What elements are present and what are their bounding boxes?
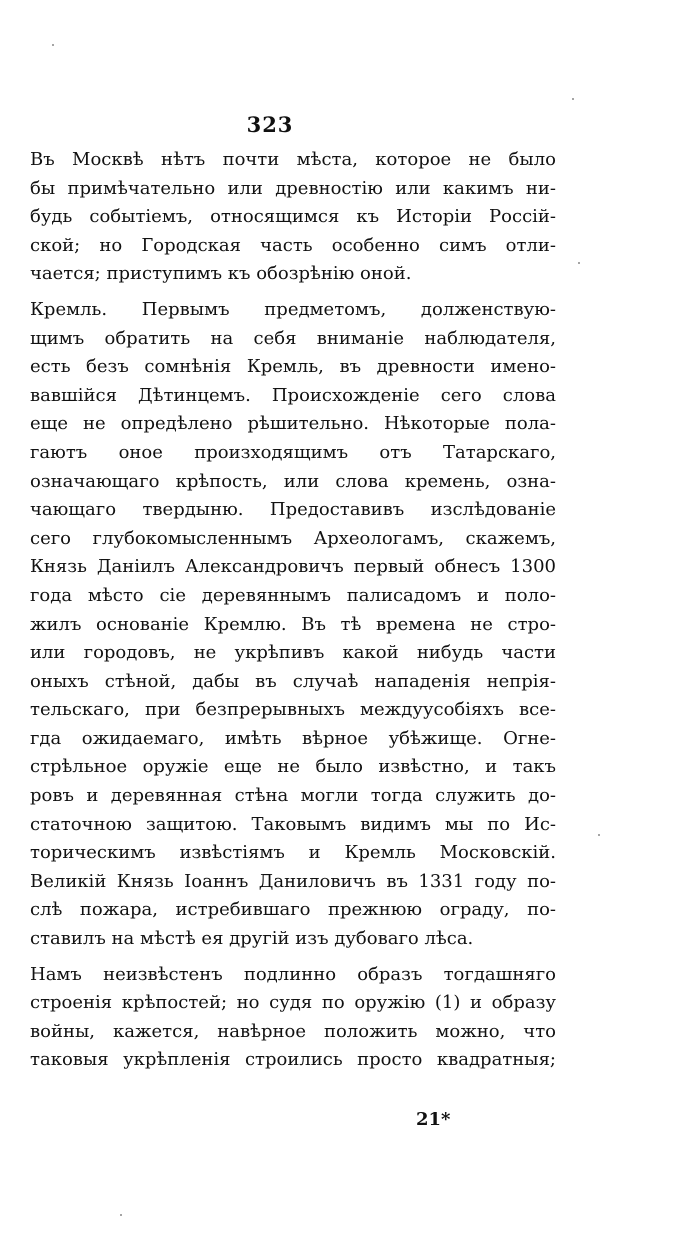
paper-speck bbox=[52, 44, 54, 46]
text-line: стрѣльное оружіе еще не было извѣстно, и такъ bbox=[30, 756, 556, 778]
text-line: чающаго твердыню. Предоставивъ изслѣдованіе bbox=[30, 499, 556, 521]
paper-speck bbox=[572, 98, 574, 100]
paragraph-gap bbox=[30, 289, 556, 296]
text-line: Намъ неизвѣстенъ подлинно образъ тогдашняго bbox=[30, 963, 556, 985]
text-line: войны, кажется, навѣрное положить можно, что bbox=[30, 1020, 556, 1042]
text-line: ровъ и деревянная стѣна могли тогда служить до- bbox=[30, 785, 556, 807]
text-line: слѣ пожара, истребившаго прежнюю ограду, по- bbox=[30, 899, 556, 921]
text-line: Въ Москвѣ нѣтъ почти мѣста, которое не было bbox=[30, 149, 556, 170]
text-line: строенія крѣпостей; но судя по оружію (1) и образу bbox=[30, 992, 556, 1014]
paragraph-gap bbox=[30, 954, 556, 961]
text-line: таковыя укрѣпленія строились просто квадратныя; bbox=[30, 1049, 556, 1071]
text-line: чается; приступимъ къ обозрѣнію оной. bbox=[30, 263, 412, 285]
text-line: оныхъ стѣной, дабы въ случаѣ нападенія непрія- bbox=[30, 670, 556, 692]
text-line: жилъ основаніе Кремлю. Въ тѣ времена не стро- bbox=[30, 613, 556, 635]
text-line: будь событіемъ, относящимся къ Исторіи Россій- bbox=[30, 206, 556, 228]
paper-speck bbox=[578, 262, 580, 264]
text-line: статочною защитою. Таковымъ видимъ мы по Ис- bbox=[30, 813, 556, 835]
paper-speck bbox=[598, 834, 600, 836]
text-line: года мѣсто сіе деревяннымъ палисадомъ и поло- bbox=[30, 584, 556, 606]
text-line: Кремль. Первымъ предметомъ, долженствую- bbox=[30, 298, 556, 320]
text-line: тельскаго, при безпрерывныхъ междуусобіяхъ все- bbox=[30, 699, 556, 721]
text-line: ской; но Городская часть особенно симъ отли- bbox=[30, 234, 556, 256]
text-line: еще не опредѣлено рѣшительно. Нѣкоторые пола- bbox=[30, 413, 556, 435]
signature-mark: 21* bbox=[416, 1109, 451, 1130]
text-line: гда ожидаемаго, имѣть вѣрное убѣжище. Огне- bbox=[30, 727, 556, 749]
text-line: сего глубокомысленнымъ Археологамъ, скажемъ, bbox=[30, 527, 556, 549]
text-line: Великій Князь Іоаннъ Даниловичъ въ 1331 году по- bbox=[30, 870, 556, 892]
text-line: Князь Даніилъ Александровичъ первый обнесъ 1300 bbox=[30, 556, 556, 578]
text-line: означающаго крѣпость, или слова кремень, озна- bbox=[30, 470, 556, 492]
text-line: гаютъ оное произходящимъ отъ Татарскаго, bbox=[30, 441, 556, 463]
text-line: вавшійся Дѣтинцемъ. Происхожденіе сего слова bbox=[30, 384, 556, 406]
text-line: есть безъ сомнѣнія Кремль, въ древности имено- bbox=[30, 356, 556, 378]
body-text bbox=[30, 146, 556, 1075]
text-line: торическимъ извѣстіямъ и Кремль Московскій. bbox=[30, 842, 556, 864]
text-line: или городовъ, не укрѣпивъ какой нибудь части bbox=[30, 642, 556, 664]
text-line: щимъ обратить на себя вниманіе наблюдателя, bbox=[30, 327, 556, 349]
page-number: 323 bbox=[246, 112, 294, 137]
text-line: ставилъ на мѣстѣ ея другій изъ дубоваго лѣса. bbox=[30, 928, 474, 950]
text-line: бы примѣчательно или древностію или какимъ ни- bbox=[30, 177, 556, 199]
paper-speck bbox=[120, 1214, 122, 1216]
